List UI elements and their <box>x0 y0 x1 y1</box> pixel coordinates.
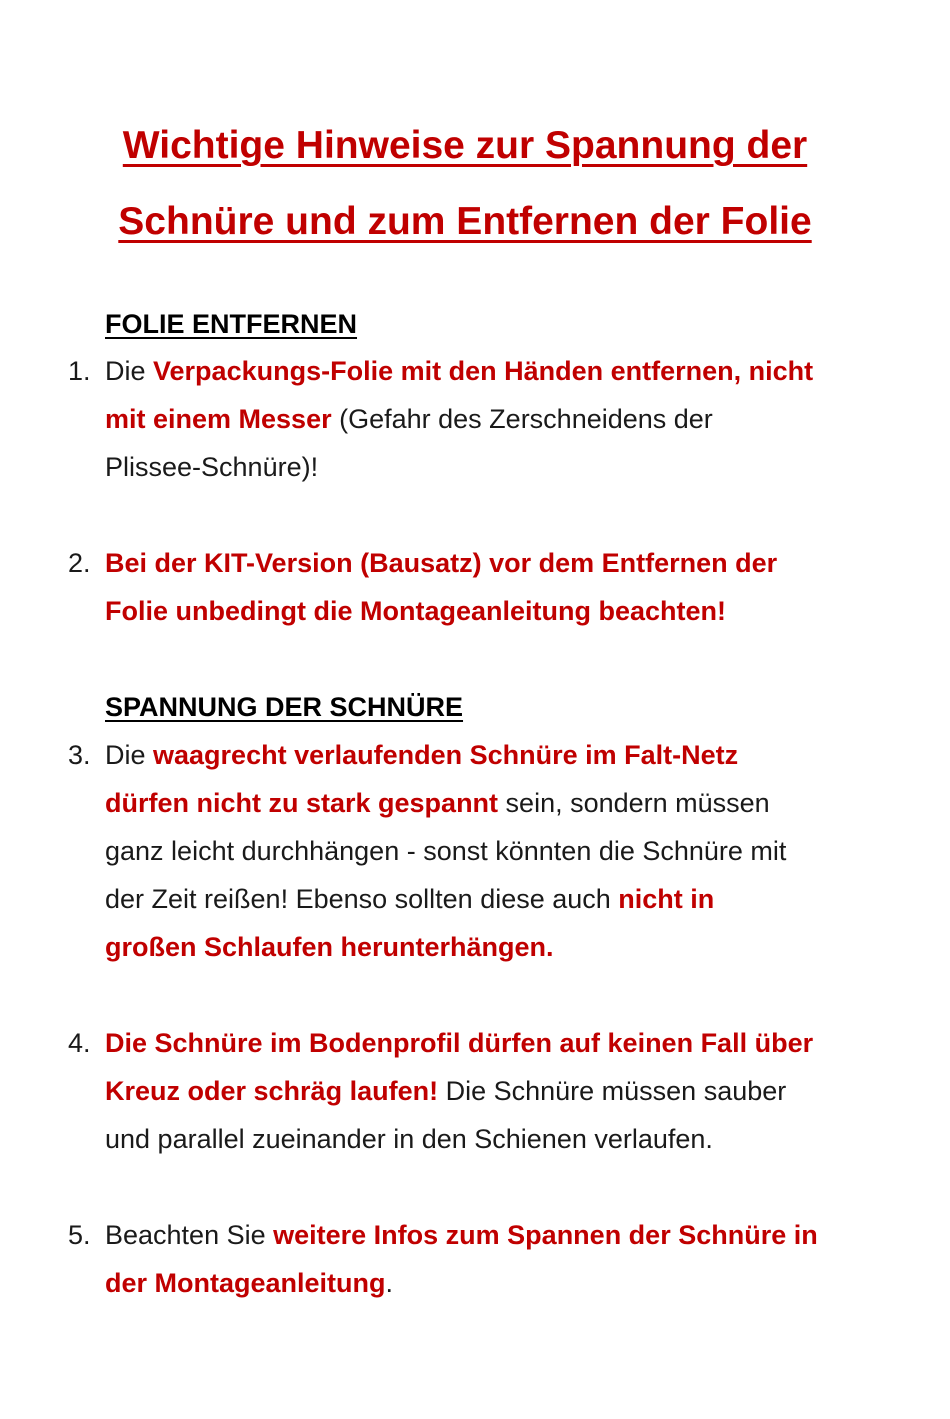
text-run: . <box>385 1268 394 1298</box>
highlight-text: Die Schnüre im Bodenprofil dürfen auf keinen Fall über <box>105 1028 814 1058</box>
page-title-line-1: Wichtige Hinweise zur Spannung der <box>122 124 808 167</box>
page-title <box>0 108 930 260</box>
item-number: 4. <box>68 1028 91 1058</box>
page-title-line-2: Schnüre und zum Entfernen der Folie <box>118 200 812 243</box>
item-number: 3. <box>68 740 91 770</box>
text-run: Beachten Sie <box>105 1220 274 1250</box>
highlight-text: nicht in <box>618 884 715 914</box>
text-run: Die Schnüre müssen sauber <box>438 1076 787 1106</box>
item-number: 2. <box>68 548 91 578</box>
highlight-text: weitere Infos zum Spannen der Schnüre in <box>273 1220 818 1250</box>
highlight-text: großen Schlaufen herunterhängen. <box>105 932 554 962</box>
highlight-text: dürfen nicht zu stark gespannt <box>105 788 499 818</box>
section-heading-spannung: SPANNUNG DER SCHNÜRE <box>105 692 464 722</box>
item-text <box>105 539 895 635</box>
text-line: ganz leicht durchhängen - sonst könnten die Schnüre mit <box>105 836 787 866</box>
item-number: 1. <box>68 356 91 386</box>
highlight-text: der Montageanleitung <box>105 1268 386 1298</box>
text-run: Die <box>105 740 154 770</box>
text-run: (Gefahr des Zerschneidens der <box>331 404 713 434</box>
text-line: und parallel zueinander in den Schienen verlaufen. <box>105 1124 713 1154</box>
highlight-text: waagrecht verlaufenden Schnüre im Falt-Netz <box>153 740 739 770</box>
item-text <box>105 731 895 971</box>
highlight-text: mit einem Messer <box>105 404 332 434</box>
item-text <box>105 347 895 491</box>
text-run: der Zeit reißen! Ebenso sollten diese auch <box>105 884 619 914</box>
section-heading-folie: FOLIE ENTFERNEN <box>105 309 358 339</box>
highlight-text: Kreuz oder schräg laufen! <box>105 1076 439 1106</box>
item-text <box>105 1211 895 1307</box>
highlight-text: Bei der KIT-Version (Bausatz) vor dem Entfernen der <box>105 548 778 578</box>
text-run: sein, sondern müssen <box>498 788 770 818</box>
highlight-text: Verpackungs-Folie mit den Händen entfernen, nicht <box>153 356 814 386</box>
item-number: 5. <box>68 1220 91 1250</box>
text-line: Plissee-Schnüre)! <box>105 452 319 482</box>
text-run: Die <box>105 356 154 386</box>
highlight-text: Folie unbedingt die Montageanleitung beachten! <box>105 596 726 626</box>
item-text <box>105 1019 895 1163</box>
